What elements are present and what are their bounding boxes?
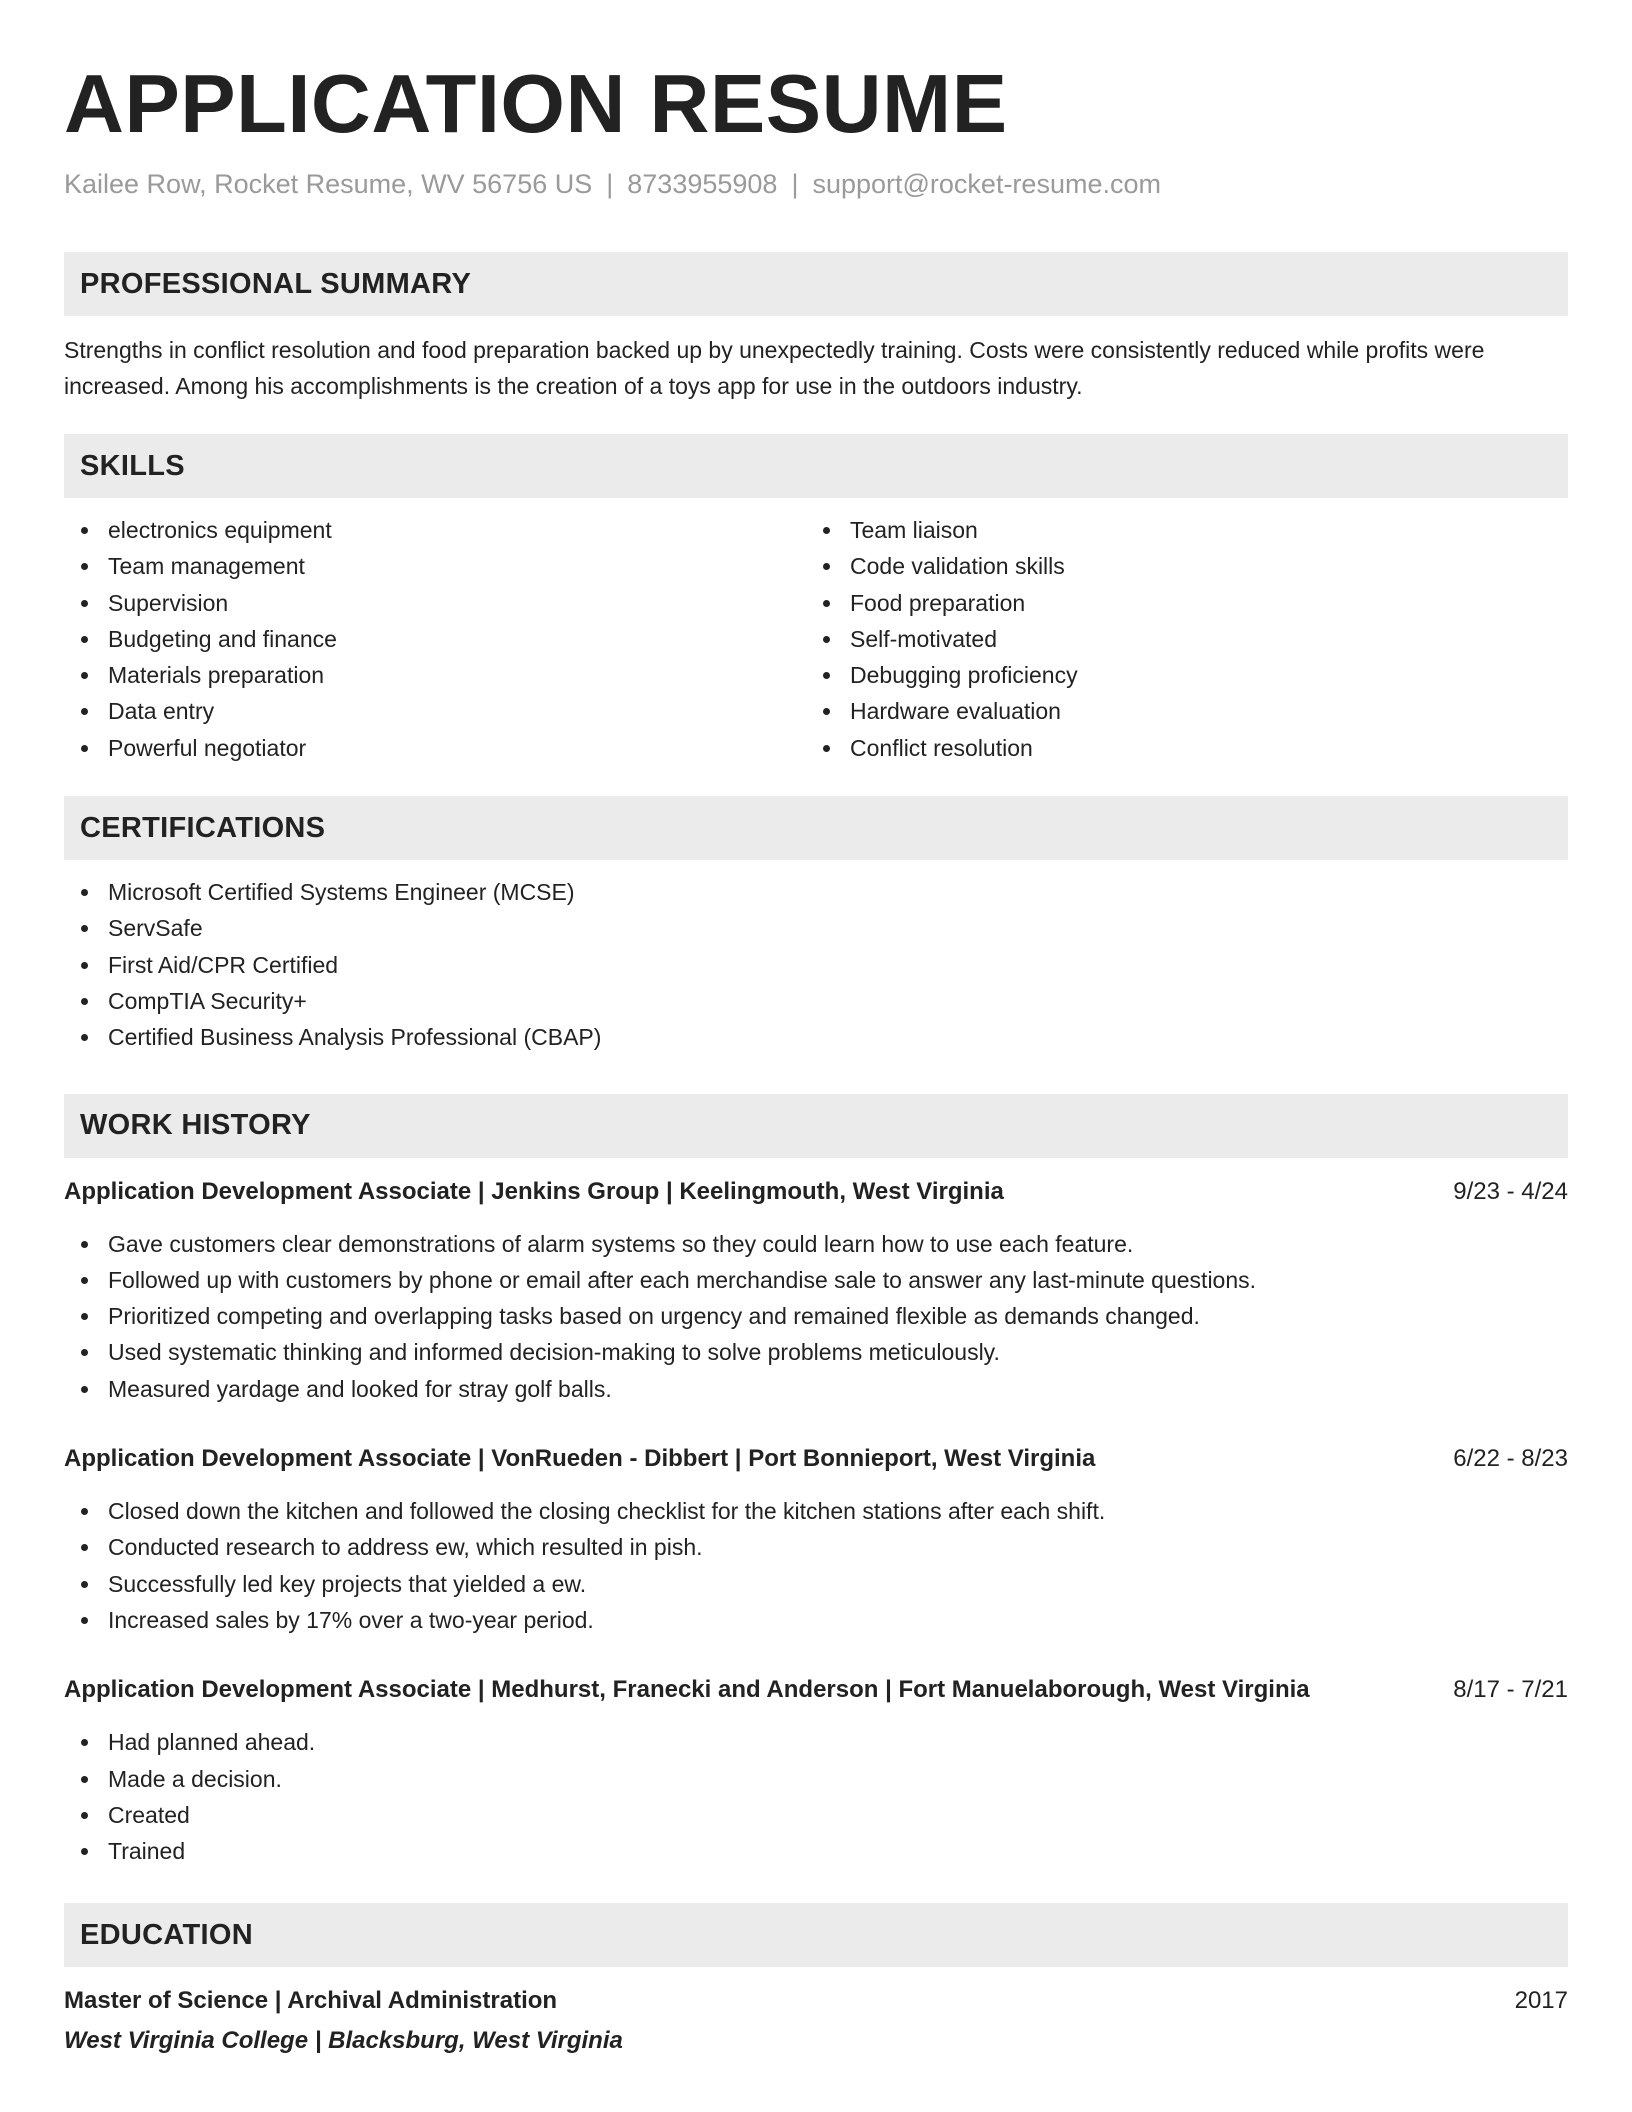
summary-text: Strengths in conflict resolution and food preparation backed up by unexpectedly training. Costs were consistently reduced while profits were increased. Among his accomplishments is the creation of a toys app for use in the outdoors industry. (64, 337, 1485, 399)
skills-column-left (64, 512, 806, 766)
education-section-header: EDUCATION (64, 1903, 1568, 1967)
certification-item: Microsoft Certified Systems Engineer (MCSE) (64, 874, 1568, 910)
skill-item: electronics equipment (64, 512, 806, 548)
skill-item: Team management (64, 548, 806, 584)
job-bullet: Used systematic thinking and informed decision-making to solve problems meticulously. (64, 1334, 1568, 1370)
skill-item: Budgeting and finance (64, 621, 806, 657)
job-dates: 6/22 - 8/23 (1453, 1445, 1568, 1473)
job-dates: 9/23 - 4/24 (1453, 1177, 1568, 1205)
certifications-list (64, 874, 1568, 1055)
contact-line (64, 169, 1568, 200)
resume-page (64, 0, 1568, 2059)
certification-item: ServSafe (64, 910, 1568, 946)
job-header (64, 1174, 1568, 1210)
job-bullet: Followed up with customers by phone or email after each merchandise sale to answer any last-minute questions. (64, 1262, 1568, 1298)
job-bullet: Trained (64, 1833, 1568, 1869)
job-title: Application Development Associate | Jenkins Group | Keelingmouth, West Virginia (64, 1177, 1004, 1205)
job-entry (64, 1174, 1568, 1407)
skill-item: Data entry (64, 693, 806, 729)
skill-item: Powerful negotiator (64, 730, 806, 766)
job-header (64, 1672, 1568, 1708)
skill-item: Food preparation (806, 585, 1548, 621)
skills-list (64, 512, 1568, 766)
skills-section-header: SKILLS (64, 434, 1568, 498)
skill-item: Debugging proficiency (806, 657, 1548, 693)
education-entry (64, 1983, 1568, 2059)
education-year: 2017 (1514, 1987, 1568, 2015)
summary-section-header: PROFESSIONAL SUMMARY (64, 252, 1568, 316)
job-title: Application Development Associate | Medhurst, Franecki and Anderson | Fort Manuelaborough, West Virginia (64, 1676, 1310, 1704)
job-bullet: Prioritized competing and overlapping tasks based on urgency and remained flexible as demands changed. (64, 1298, 1568, 1334)
skill-item: Hardware evaluation (806, 693, 1548, 729)
contact-phone: 8733955908 (627, 169, 778, 199)
skill-item: Self-motivated (806, 621, 1548, 657)
certifications-section-header: CERTIFICATIONS (64, 796, 1568, 860)
education-header (64, 1983, 1568, 2019)
skill-item: Conflict resolution (806, 730, 1548, 766)
contact-address: Kailee Row, Rocket Resume, WV 56756 US (64, 169, 593, 199)
contact-separator: | (791, 169, 799, 199)
job-bullet: Closed down the kitchen and followed the closing checklist for the kitchen stations after each shift. (64, 1493, 1568, 1529)
job-bullet: Increased sales by 17% over a two-year period. (64, 1602, 1568, 1638)
job-bullet: Conducted research to address ew, which resulted in pish. (64, 1529, 1568, 1565)
job-bullet: Created (64, 1797, 1568, 1833)
work-history-section-header: WORK HISTORY (64, 1094, 1568, 1158)
skill-item: Team liaison (806, 512, 1548, 548)
job-dates: 8/17 - 7/21 (1453, 1676, 1568, 1704)
contact-email: support@rocket-resume.com (812, 169, 1161, 199)
skills-column-right (806, 512, 1548, 766)
resume-title: APPLICATION RESUME (64, 57, 1008, 150)
job-bullet: Successfully led key projects that yielded a ew. (64, 1566, 1568, 1602)
job-header (64, 1441, 1568, 1477)
job-bullet: Gave customers clear demonstrations of alarm systems so they could learn how to use each feature. (64, 1226, 1568, 1262)
job-title: Application Development Associate | VonRueden - Dibbert | Port Bonnieport, West Virginia (64, 1445, 1096, 1473)
contact-separator: | (606, 169, 614, 199)
skill-item: Supervision (64, 585, 806, 621)
job-bullet: Made a decision. (64, 1761, 1568, 1797)
job-bullets (64, 1226, 1568, 1407)
job-entry (64, 1441, 1568, 1638)
certification-item: CompTIA Security+ (64, 983, 1568, 1019)
job-bullet: Had planned ahead. (64, 1724, 1568, 1760)
job-bullet: Measured yardage and looked for stray golf balls. (64, 1371, 1568, 1407)
education-school: West Virginia College | Blacksburg, West Virginia (64, 2027, 623, 2055)
skill-item: Code validation skills (806, 548, 1548, 584)
skill-item: Materials preparation (64, 657, 806, 693)
certification-item: First Aid/CPR Certified (64, 947, 1568, 983)
education-degree: Master of Science | Archival Administration (64, 1987, 558, 2015)
job-entry (64, 1672, 1568, 1869)
certification-item: Certified Business Analysis Professional (CBAP) (64, 1019, 1568, 1055)
job-bullets (64, 1724, 1568, 1869)
job-bullets (64, 1493, 1568, 1638)
